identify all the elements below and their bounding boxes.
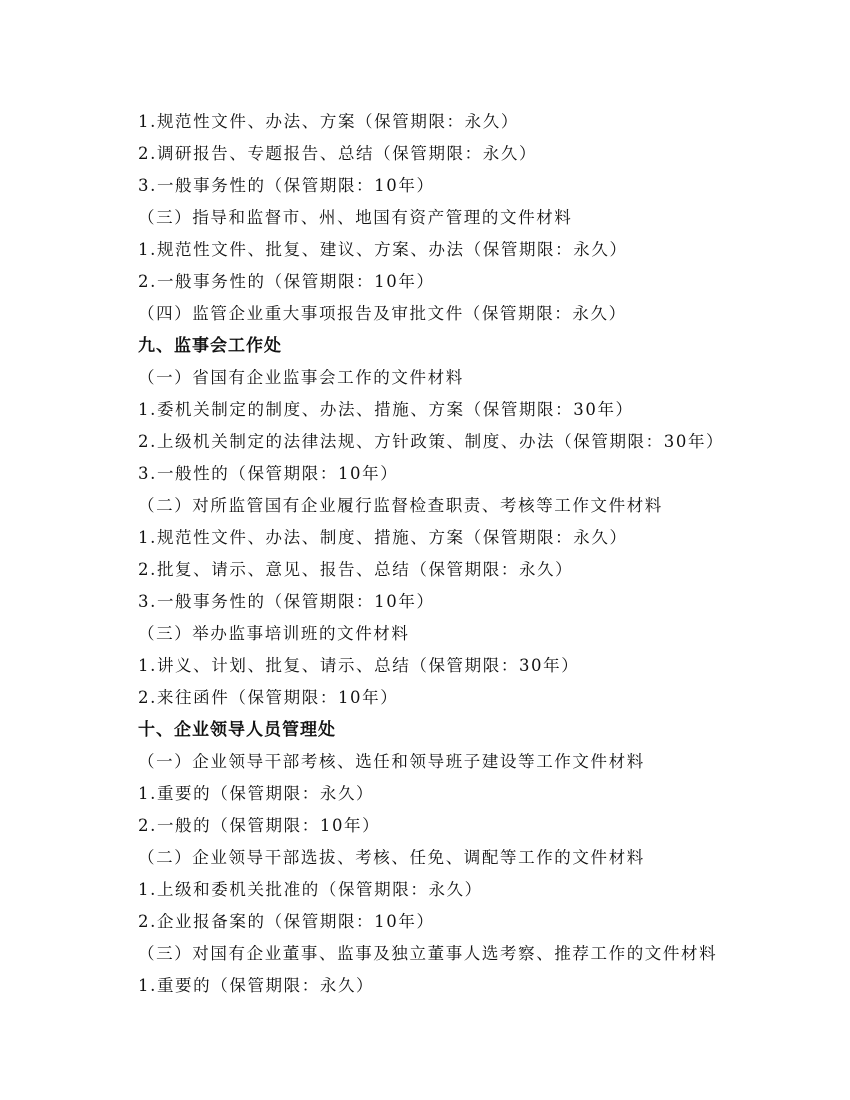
list-item: 1.讲义、计划、批复、请示、总结（保管期限：30年）: [138, 656, 580, 675]
list-item: 2.批复、请示、意见、报告、总结（保管期限：永久）: [138, 560, 574, 579]
section-heading: 十、企业领导人员管理处: [138, 720, 336, 740]
list-item: 2.调研报告、专题报告、总结（保管期限：永久）: [138, 144, 538, 163]
subsection-line: （二）企业领导干部选拔、考核、任免、调配等工作的文件材料: [138, 848, 645, 867]
subsection-line: （四）监管企业重大事项报告及审批文件（保管期限：永久）: [138, 304, 627, 323]
list-item: 3.一般事务性的（保管期限：10年）: [138, 176, 435, 195]
subsection-line: （二）对所监管国有企业履行监督检查职责、考核等工作文件材料: [138, 496, 663, 515]
list-item: 1.规范性文件、办法、制度、措施、方案（保管期限：永久）: [138, 528, 628, 547]
subsection-line: （一）企业领导干部考核、选任和领导班子建设等工作文件材料: [138, 752, 645, 771]
section-heading: 九、监事会工作处: [138, 336, 282, 356]
list-item: 1.规范性文件、批复、建议、方案、办法（保管期限：永久）: [138, 240, 628, 259]
list-item: 2.来往函件（保管期限：10年）: [138, 688, 399, 707]
subsection-line: （三）举办监事培训班的文件材料: [138, 624, 410, 643]
list-item: 3.一般性的（保管期限：10年）: [138, 464, 399, 483]
subsection-line: （三）指导和监督市、州、地国有资产管理的文件材料: [138, 208, 573, 227]
list-item: 2.一般的（保管期限：10年）: [138, 816, 381, 835]
list-item: 2.一般事务性的（保管期限：10年）: [138, 272, 435, 291]
list-item: 2.企业报备案的（保管期限：10年）: [138, 912, 435, 931]
list-item: 1.上级和委机关批准的（保管期限：永久）: [138, 880, 483, 899]
subsection-line: （三）对国有企业董事、监事及独立董事人选考察、推荐工作的文件材料: [138, 944, 718, 963]
list-item: 1.重要的（保管期限：永久）: [138, 784, 375, 803]
document-body: [138, 106, 828, 1002]
list-item: 1.规范性文件、办法、方案（保管期限：永久）: [138, 112, 519, 131]
list-item: 3.一般事务性的（保管期限：10年）: [138, 592, 435, 611]
list-item: 1.委机关制定的制度、办法、措施、方案（保管期限：30年）: [138, 400, 634, 419]
subsection-line: （一）省国有企业监事会工作的文件材料: [138, 368, 464, 387]
list-item: 2.上级机关制定的法律法规、方针政策、制度、办法（保管期限：30年）: [138, 432, 725, 451]
list-item: 1.重要的（保管期限：永久）: [138, 976, 375, 995]
